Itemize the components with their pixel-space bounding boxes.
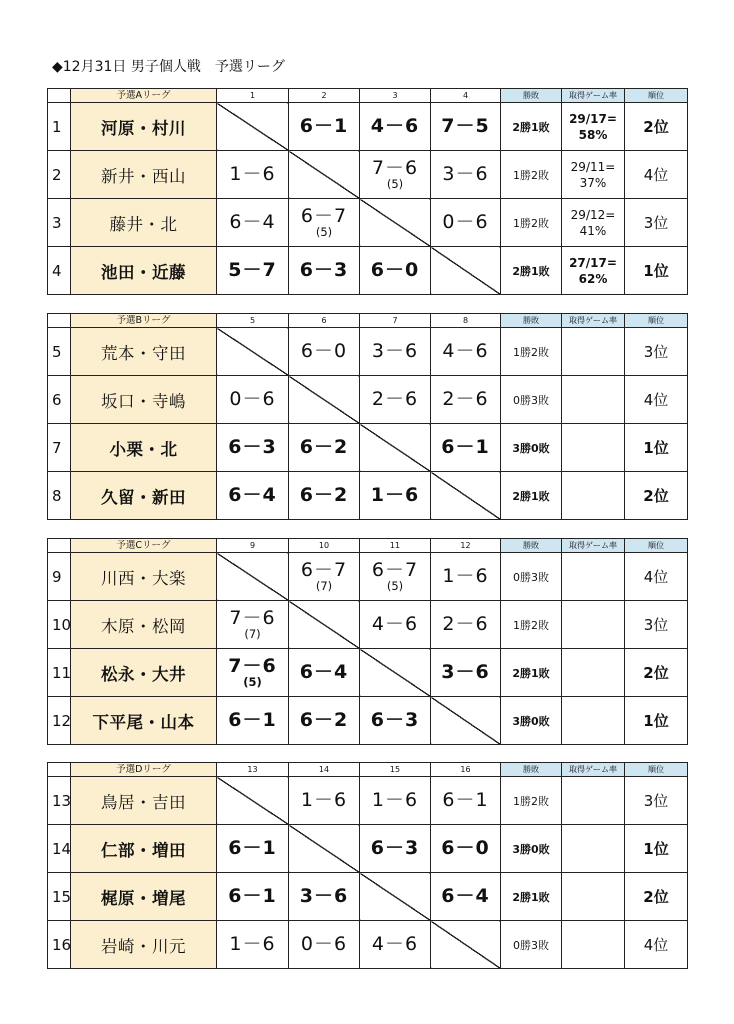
column-number: 13	[217, 763, 289, 777]
header-row	[48, 539, 688, 553]
score-text: 2－6	[371, 388, 419, 410]
rank: 3位	[625, 328, 688, 376]
column-number: 12	[431, 539, 501, 553]
rank: 2位	[625, 873, 688, 921]
player-name: 岩崎・川元	[71, 921, 217, 969]
match-score	[431, 601, 501, 649]
score-text: 6－4	[441, 885, 490, 907]
score-text: 6－1	[228, 837, 277, 859]
match-score	[217, 151, 289, 199]
header-record: 勝敗	[501, 89, 562, 103]
score-text: 6－7	[300, 558, 348, 581]
match-score	[360, 247, 431, 295]
score-text: 6－4	[299, 661, 349, 683]
score-text: 3－6	[371, 340, 419, 362]
score-text: 5－7	[228, 259, 277, 281]
tiebreak-score: (5)	[386, 578, 404, 593]
self-match-diagonal	[431, 472, 501, 520]
player-number: 3	[48, 199, 71, 247]
player-name: 仁部・増田	[71, 825, 217, 873]
game-rate	[562, 376, 625, 424]
win-loss-record: 3勝0敗	[501, 697, 562, 745]
score-text: 4－6	[371, 933, 419, 955]
score-text: 6－1	[441, 436, 490, 458]
page-title: ◆12月31日 男子個人戦 予選リーグ	[52, 59, 285, 75]
win-loss-record: 3勝0敗	[501, 424, 562, 472]
rank: 4位	[625, 553, 688, 601]
win-loss-record: 2勝1敗	[501, 873, 562, 921]
rank: 2位	[625, 649, 688, 697]
rank: 1位	[625, 247, 688, 295]
match-score	[217, 424, 289, 472]
player-number: 4	[48, 247, 71, 295]
score-text: 3－6	[441, 661, 490, 683]
win-loss-record: 0勝3敗	[501, 553, 562, 601]
rank: 3位	[625, 199, 688, 247]
self-match-diagonal	[360, 873, 431, 921]
game-rate	[562, 424, 625, 472]
game-rate	[562, 103, 625, 151]
column-number: 15	[360, 763, 431, 777]
match-score	[289, 103, 360, 151]
player-row	[48, 697, 688, 745]
game-rate	[562, 697, 625, 745]
match-score	[360, 328, 431, 376]
score-text: 7－6	[371, 156, 419, 179]
score-text: 0－6	[442, 211, 489, 233]
game-rate	[562, 553, 625, 601]
player-row	[48, 921, 688, 969]
league-name: 予選Aリーグ	[71, 89, 217, 103]
player-name: 木原・松岡	[71, 601, 217, 649]
match-score	[360, 472, 431, 520]
game-rate	[562, 873, 625, 921]
self-match-diagonal	[289, 376, 360, 424]
self-match-diagonal	[431, 697, 501, 745]
league-name: 予選Cリーグ	[71, 539, 217, 553]
score-text: 6－4	[229, 211, 276, 233]
game-rate-line: 29/17=	[569, 111, 617, 126]
rank: 2位	[625, 472, 688, 520]
score-text: 6－2	[299, 484, 349, 506]
match-score	[217, 472, 289, 520]
header-rate: 取得ゲーム率	[562, 763, 625, 777]
score-text: 6－2	[299, 436, 349, 458]
score-text: 6－3	[370, 709, 420, 731]
score-text: 6－3	[299, 259, 349, 281]
score-text: 6－7	[371, 558, 419, 581]
player-row	[48, 328, 688, 376]
score-text: 6－2	[299, 709, 349, 731]
column-number: 16	[431, 763, 501, 777]
player-row	[48, 553, 688, 601]
column-number: 11	[360, 539, 431, 553]
player-name: 坂口・寺嶋	[71, 376, 217, 424]
column-number: 7	[360, 314, 431, 328]
header-rank: 順位	[625, 314, 688, 328]
header-rate: 取得ゲーム率	[562, 89, 625, 103]
player-number: 15	[48, 873, 71, 921]
match-score	[217, 873, 289, 921]
match-score	[360, 921, 431, 969]
score-text: 7－5	[441, 115, 490, 137]
player-number: 12	[48, 697, 71, 745]
tiebreak-score: (7)	[244, 626, 261, 641]
game-rate	[562, 777, 625, 825]
self-match-diagonal	[217, 553, 289, 601]
player-name: 藤井・北	[71, 199, 217, 247]
game-rate	[562, 151, 625, 199]
header-rate: 取得ゲーム率	[562, 539, 625, 553]
header-rank: 順位	[625, 89, 688, 103]
player-number: 1	[48, 103, 71, 151]
player-number: 6	[48, 376, 71, 424]
score-text: 1－6	[371, 789, 419, 811]
player-number: 9	[48, 553, 71, 601]
match-score	[360, 601, 431, 649]
rank: 4位	[625, 921, 688, 969]
league-table	[47, 762, 688, 969]
player-number: 2	[48, 151, 71, 199]
win-loss-record: 2勝1敗	[501, 472, 562, 520]
header-no-cell	[48, 314, 71, 328]
match-score	[431, 825, 501, 873]
win-loss-record: 0勝3敗	[501, 921, 562, 969]
win-loss-record: 1勝2敗	[501, 199, 562, 247]
match-score	[289, 472, 360, 520]
game-rate	[562, 328, 625, 376]
league-table	[47, 538, 688, 745]
player-name: 下平尾・山本	[71, 697, 217, 745]
player-name: 松永・大井	[71, 649, 217, 697]
game-rate	[562, 921, 625, 969]
player-name: 河原・村川	[71, 103, 217, 151]
player-row	[48, 424, 688, 472]
column-number: 4	[431, 89, 501, 103]
player-name: 荒本・守田	[71, 328, 217, 376]
player-row	[48, 247, 688, 295]
match-score	[289, 199, 360, 247]
match-score	[431, 424, 501, 472]
win-loss-record: 2勝1敗	[501, 247, 562, 295]
self-match-diagonal	[360, 199, 431, 247]
score-text: 0－6	[300, 933, 348, 955]
score-text: 6－0	[441, 837, 490, 859]
header-row	[48, 763, 688, 777]
score-text: 1－6	[300, 789, 348, 811]
game-rate-line: 29/11=	[570, 159, 616, 174]
win-loss-record: 1勝2敗	[501, 151, 562, 199]
column-number: 3	[360, 89, 431, 103]
score-text: 6－1	[299, 115, 349, 137]
win-loss-record: 1勝2敗	[501, 777, 562, 825]
match-score	[431, 151, 501, 199]
header-row	[48, 314, 688, 328]
match-score	[289, 328, 360, 376]
score-text: 6－4	[228, 484, 277, 506]
tiebreak-score: (5)	[243, 674, 262, 689]
player-row	[48, 103, 688, 151]
player-number: 14	[48, 825, 71, 873]
match-score	[217, 199, 289, 247]
score-text: 6－1	[442, 789, 489, 811]
player-number: 11	[48, 649, 71, 697]
win-loss-record: 3勝0敗	[501, 825, 562, 873]
score-text: 2－6	[442, 613, 489, 635]
column-number: 9	[217, 539, 289, 553]
score-text: 1－6	[370, 484, 420, 506]
player-row	[48, 777, 688, 825]
score-text: 6－3	[370, 837, 420, 859]
score-text: 2－6	[442, 388, 489, 410]
self-match-diagonal	[217, 328, 289, 376]
header-rate: 取得ゲーム率	[562, 314, 625, 328]
league-name: 予選Dリーグ	[71, 763, 217, 777]
rank: 1位	[625, 697, 688, 745]
score-text: 6－3	[228, 436, 277, 458]
header-rank: 順位	[625, 763, 688, 777]
game-rate	[562, 649, 625, 697]
score-text: 6－0	[370, 259, 420, 281]
score-text: 1－6	[229, 163, 276, 185]
win-loss-record: 1勝2敗	[501, 328, 562, 376]
match-score	[360, 376, 431, 424]
score-text: 1－6	[442, 565, 489, 587]
match-score	[360, 553, 431, 601]
score-text: 4－6	[370, 115, 420, 137]
player-name: 鳥居・吉田	[71, 777, 217, 825]
player-name: 梶原・増尾	[71, 873, 217, 921]
score-text: 4－6	[442, 340, 489, 362]
score-text: 0－6	[229, 388, 276, 410]
match-score	[360, 103, 431, 151]
match-score	[360, 151, 431, 199]
match-score	[217, 921, 289, 969]
match-score	[431, 873, 501, 921]
self-match-diagonal	[431, 247, 501, 295]
tiebreak-score: (5)	[315, 224, 333, 239]
match-score	[431, 649, 501, 697]
header-record: 勝敗	[501, 763, 562, 777]
match-score	[431, 103, 501, 151]
column-number: 10	[289, 539, 360, 553]
score-text: 3－6	[299, 885, 349, 907]
win-loss-record: 2勝1敗	[501, 103, 562, 151]
score-text: 1－6	[229, 933, 276, 955]
player-row	[48, 151, 688, 199]
header-record: 勝敗	[501, 539, 562, 553]
player-row	[48, 199, 688, 247]
game-rate	[562, 199, 625, 247]
game-rate-line: 27/17=	[569, 255, 617, 270]
match-score	[431, 328, 501, 376]
player-row	[48, 472, 688, 520]
player-row	[48, 649, 688, 697]
player-number: 8	[48, 472, 71, 520]
tiebreak-score: (7)	[315, 578, 333, 593]
player-number: 13	[48, 777, 71, 825]
match-score	[217, 247, 289, 295]
game-rate-line: 41%	[579, 223, 607, 238]
match-score	[431, 777, 501, 825]
match-score	[289, 247, 360, 295]
match-score	[217, 376, 289, 424]
header-row	[48, 89, 688, 103]
self-match-diagonal	[360, 649, 431, 697]
column-number: 14	[289, 763, 360, 777]
column-number: 6	[289, 314, 360, 328]
player-row	[48, 601, 688, 649]
match-score	[431, 376, 501, 424]
match-score	[360, 777, 431, 825]
match-score	[217, 825, 289, 873]
win-loss-record: 2勝1敗	[501, 649, 562, 697]
match-score	[217, 697, 289, 745]
score-text: 7－6	[228, 654, 277, 677]
score-text: 6－1	[228, 885, 277, 907]
rank: 1位	[625, 825, 688, 873]
header-no-cell	[48, 763, 71, 777]
score-text: 6－0	[300, 340, 348, 362]
column-number: 1	[217, 89, 289, 103]
player-number: 16	[48, 921, 71, 969]
rank: 4位	[625, 151, 688, 199]
header-no-cell	[48, 539, 71, 553]
game-rate	[562, 601, 625, 649]
self-match-diagonal	[360, 424, 431, 472]
match-score	[289, 777, 360, 825]
player-name: 久留・新田	[71, 472, 217, 520]
match-score	[289, 424, 360, 472]
rank: 2位	[625, 103, 688, 151]
match-score	[289, 873, 360, 921]
game-rate	[562, 825, 625, 873]
player-row	[48, 873, 688, 921]
player-name: 小栗・北	[71, 424, 217, 472]
match-score	[289, 697, 360, 745]
header-no-cell	[48, 89, 71, 103]
rank: 4位	[625, 376, 688, 424]
player-row	[48, 376, 688, 424]
game-rate-line: 29/12=	[570, 207, 616, 222]
player-name: 池田・近藤	[71, 247, 217, 295]
match-score	[289, 553, 360, 601]
self-match-diagonal	[289, 601, 360, 649]
game-rate	[562, 247, 625, 295]
self-match-diagonal	[431, 921, 501, 969]
column-number: 5	[217, 314, 289, 328]
game-rate	[562, 472, 625, 520]
game-rate-line: 58%	[578, 127, 608, 142]
player-number: 10	[48, 601, 71, 649]
match-score	[289, 649, 360, 697]
win-loss-record: 0勝3敗	[501, 376, 562, 424]
player-number: 7	[48, 424, 71, 472]
player-number: 5	[48, 328, 71, 376]
match-score	[217, 649, 289, 697]
match-score	[360, 825, 431, 873]
self-match-diagonal	[289, 151, 360, 199]
self-match-diagonal	[289, 825, 360, 873]
game-rate-line: 37%	[579, 175, 607, 190]
header-record: 勝敗	[501, 314, 562, 328]
rank: 3位	[625, 777, 688, 825]
match-score	[431, 199, 501, 247]
player-name: 新井・西山	[71, 151, 217, 199]
league-name: 予選Bリーグ	[71, 314, 217, 328]
score-text: 7－6	[229, 606, 276, 629]
match-score	[431, 553, 501, 601]
score-text: 6－1	[228, 709, 277, 731]
player-name: 川西・大楽	[71, 553, 217, 601]
tiebreak-score: (5)	[386, 176, 404, 191]
league-table	[47, 88, 688, 295]
league-table	[47, 313, 688, 520]
win-loss-record: 1勝2敗	[501, 601, 562, 649]
self-match-diagonal	[217, 777, 289, 825]
column-number: 8	[431, 314, 501, 328]
self-match-diagonal	[217, 103, 289, 151]
match-score	[360, 697, 431, 745]
header-rank: 順位	[625, 539, 688, 553]
match-score	[289, 921, 360, 969]
score-text: 6－7	[300, 204, 348, 227]
rank: 1位	[625, 424, 688, 472]
score-text: 4－6	[371, 613, 419, 635]
column-number: 2	[289, 89, 360, 103]
game-rate-line: 62%	[578, 271, 608, 286]
rank: 3位	[625, 601, 688, 649]
match-score	[217, 601, 289, 649]
player-row	[48, 825, 688, 873]
score-text: 3－6	[442, 163, 489, 185]
